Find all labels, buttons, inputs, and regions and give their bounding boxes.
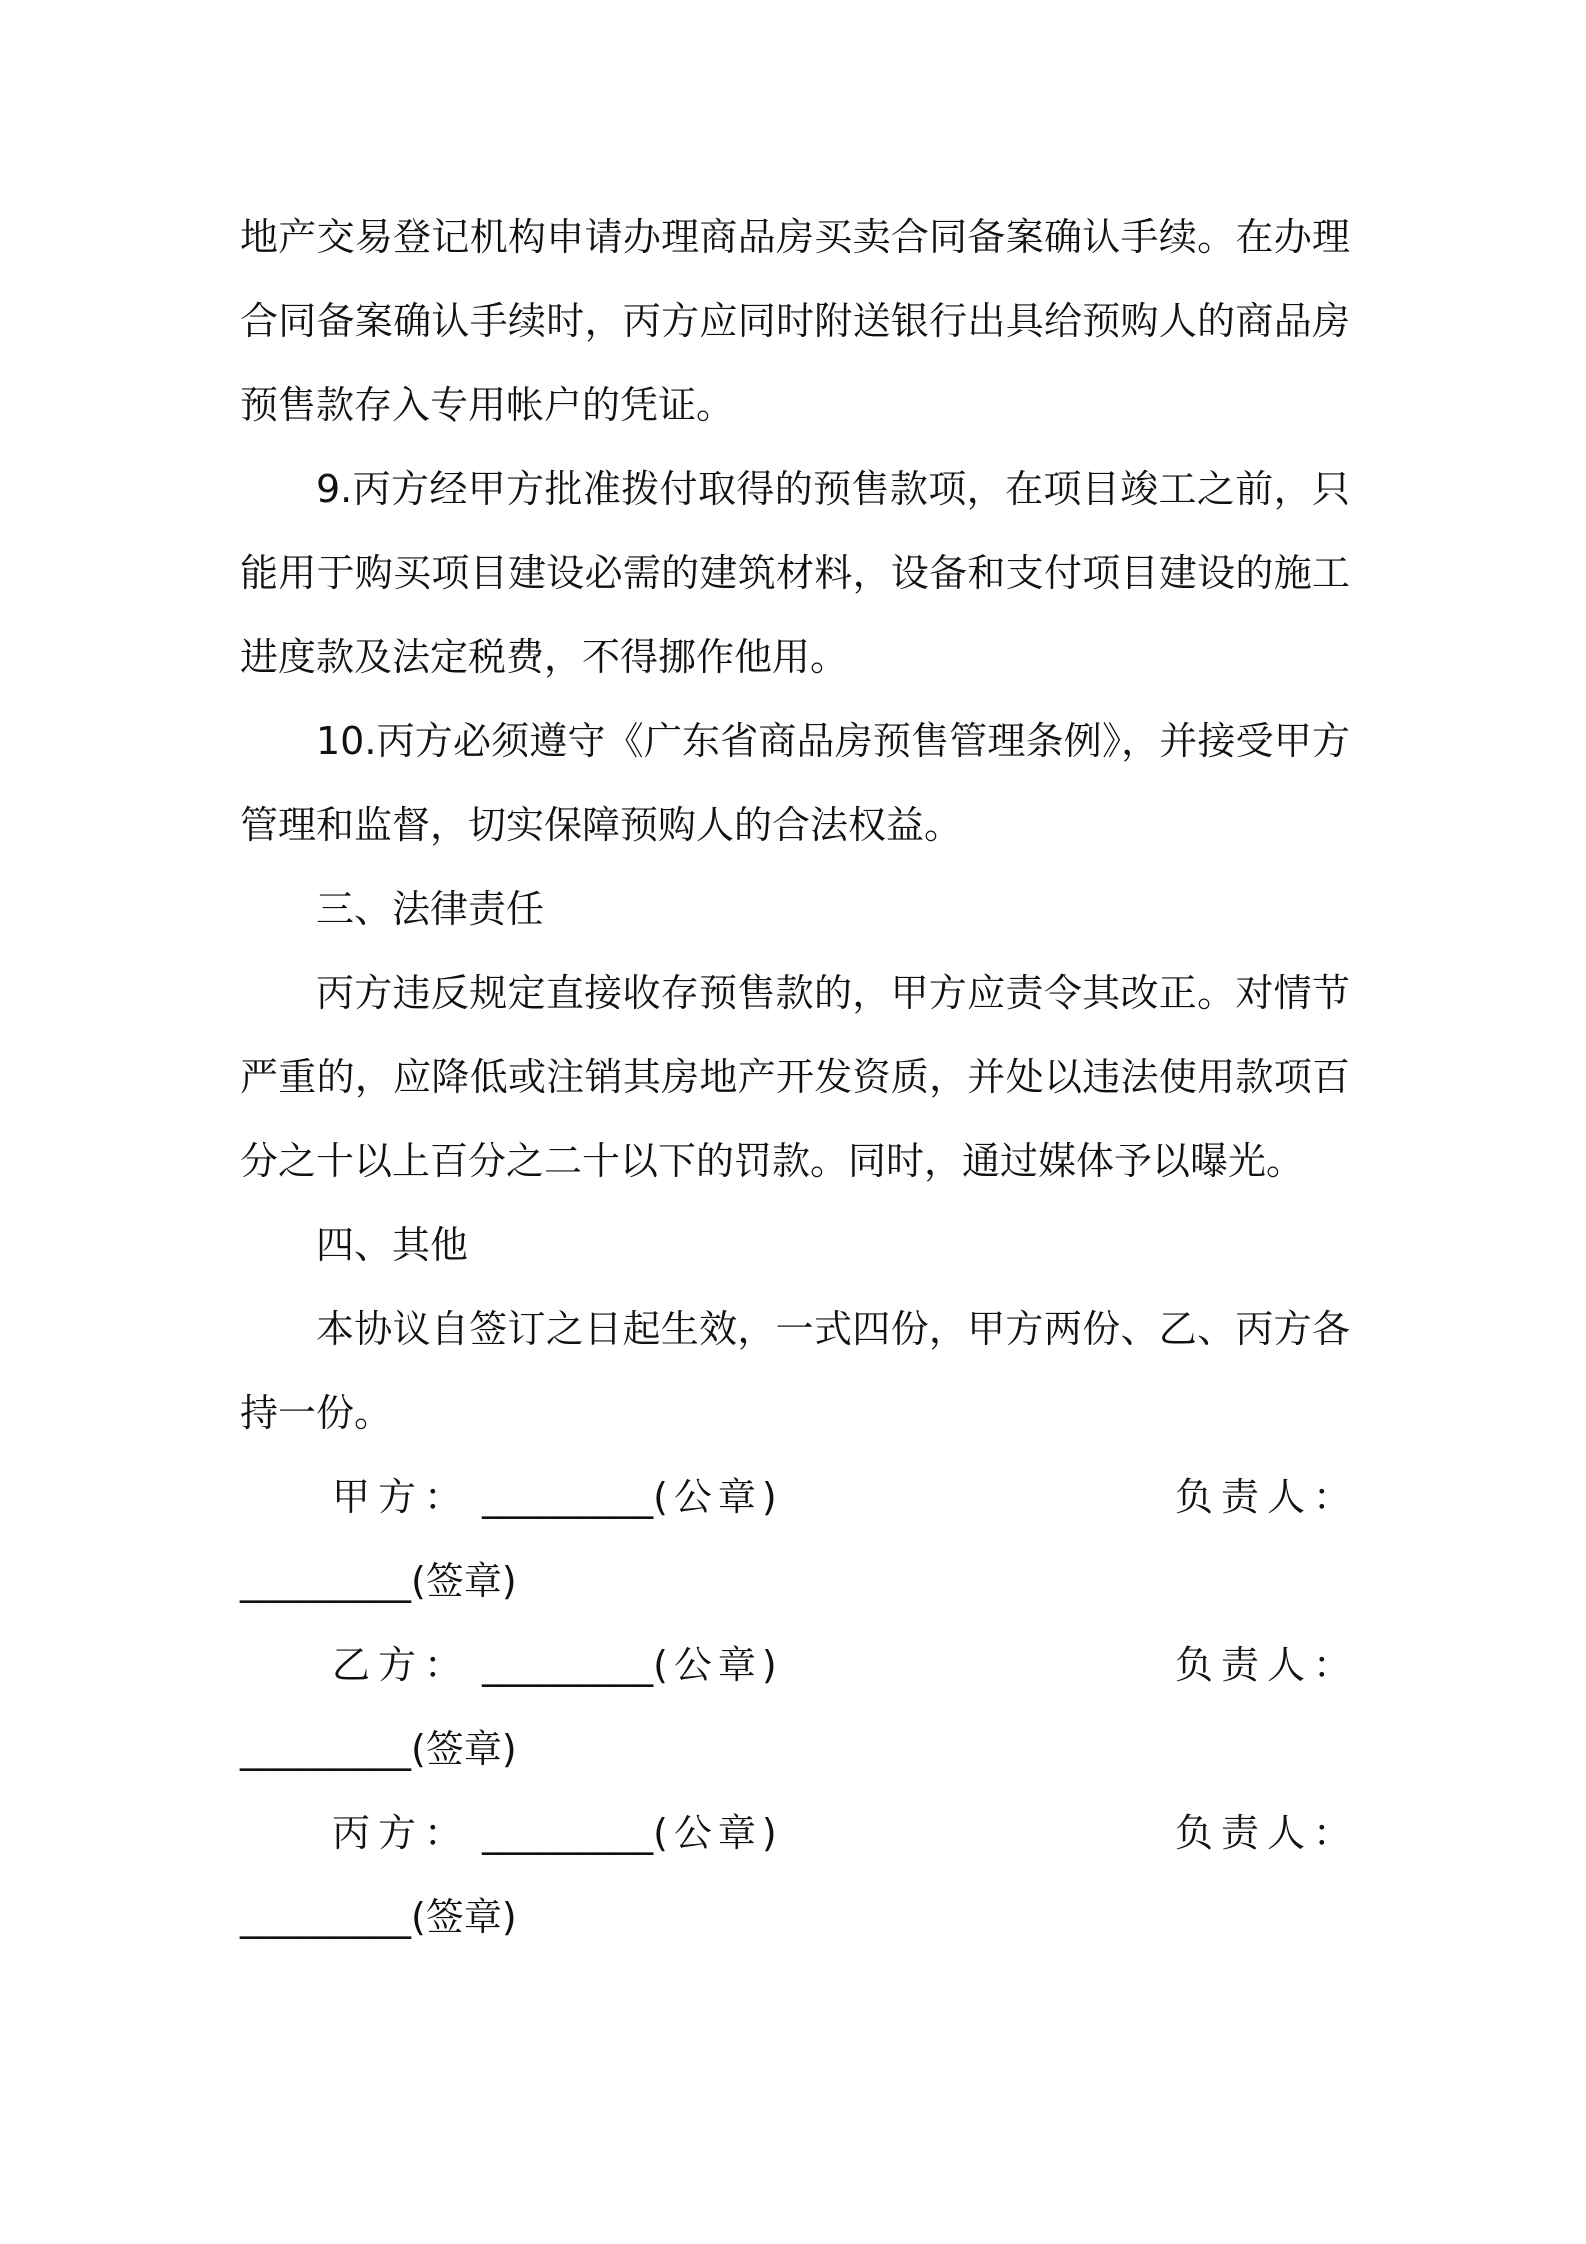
signature-seal-label: (公章) — [653, 1811, 783, 1855]
paragraph-legal-liability: 丙方违反规定直接收存预售款的，甲方应责令其改正。对情节严重的，应降低或注销其房地产开发资质，并处以违法使用款项百分之十以上百分之二十以下的罚款。同时，通过媒体予以曝光。 — [240, 971, 1350, 1183]
signature-block-party-c — [240, 1791, 1360, 1959]
document-body — [240, 195, 1360, 1959]
signature-seal-label: (公章) — [653, 1475, 783, 1519]
signature-blank: _________ — [240, 1559, 411, 1603]
section-heading-legal-liability: 三、法律责任 — [316, 887, 545, 931]
signature-party-label: 甲方： — [332, 1475, 471, 1519]
signature-blank: _________ — [240, 1895, 411, 1939]
signature-block-party-b — [240, 1623, 1360, 1791]
paragraph-continued: 地产交易登记机构申请办理商品房买卖合同备案确认手续。在办理合同备案确认手续时，丙方应同时附送银行出具给预购人的商品房预售款存入专用帐户的凭证。 — [240, 215, 1350, 427]
signature-block-party-a — [240, 1455, 1360, 1623]
signature-person-label: 负责人： — [1175, 1811, 1360, 1855]
signature-blank: _________ — [482, 1811, 654, 1855]
signature-blank: _________ — [482, 1643, 654, 1687]
signature-person-label: 负责人： — [1175, 1475, 1360, 1519]
paragraph-clause-10: 10.丙方必须遵守《广东省商品房预售管理条例》，并接受甲方管理和监督，切实保障预购人的合法权益。 — [240, 719, 1350, 847]
signature-blank: _________ — [482, 1475, 654, 1519]
section-heading-other: 四、其他 — [316, 1223, 469, 1267]
signature-blank: _________ — [240, 1727, 411, 1771]
signature-sign-label: (签章) — [411, 1895, 517, 1939]
signature-sign-label: (签章) — [411, 1727, 517, 1771]
paragraph-other: 本协议自签订之日起生效，一式四份，甲方两份、乙、丙方各持一份。 — [240, 1307, 1350, 1435]
signature-sign-label: (签章) — [411, 1559, 517, 1603]
signature-party-label: 丙方： — [332, 1811, 471, 1855]
paragraph-clause-9: 9.丙方经甲方批准拨付取得的预售款项，在项目竣工之前，只能用于购买项目建设必需的建筑材料，设备和支付项目建设的施工进度款及法定税费，不得挪作他用。 — [240, 467, 1350, 679]
signature-person-label: 负责人： — [1175, 1643, 1360, 1687]
signature-party-label: 乙方： — [332, 1643, 471, 1687]
signature-seal-label: (公章) — [653, 1643, 783, 1687]
